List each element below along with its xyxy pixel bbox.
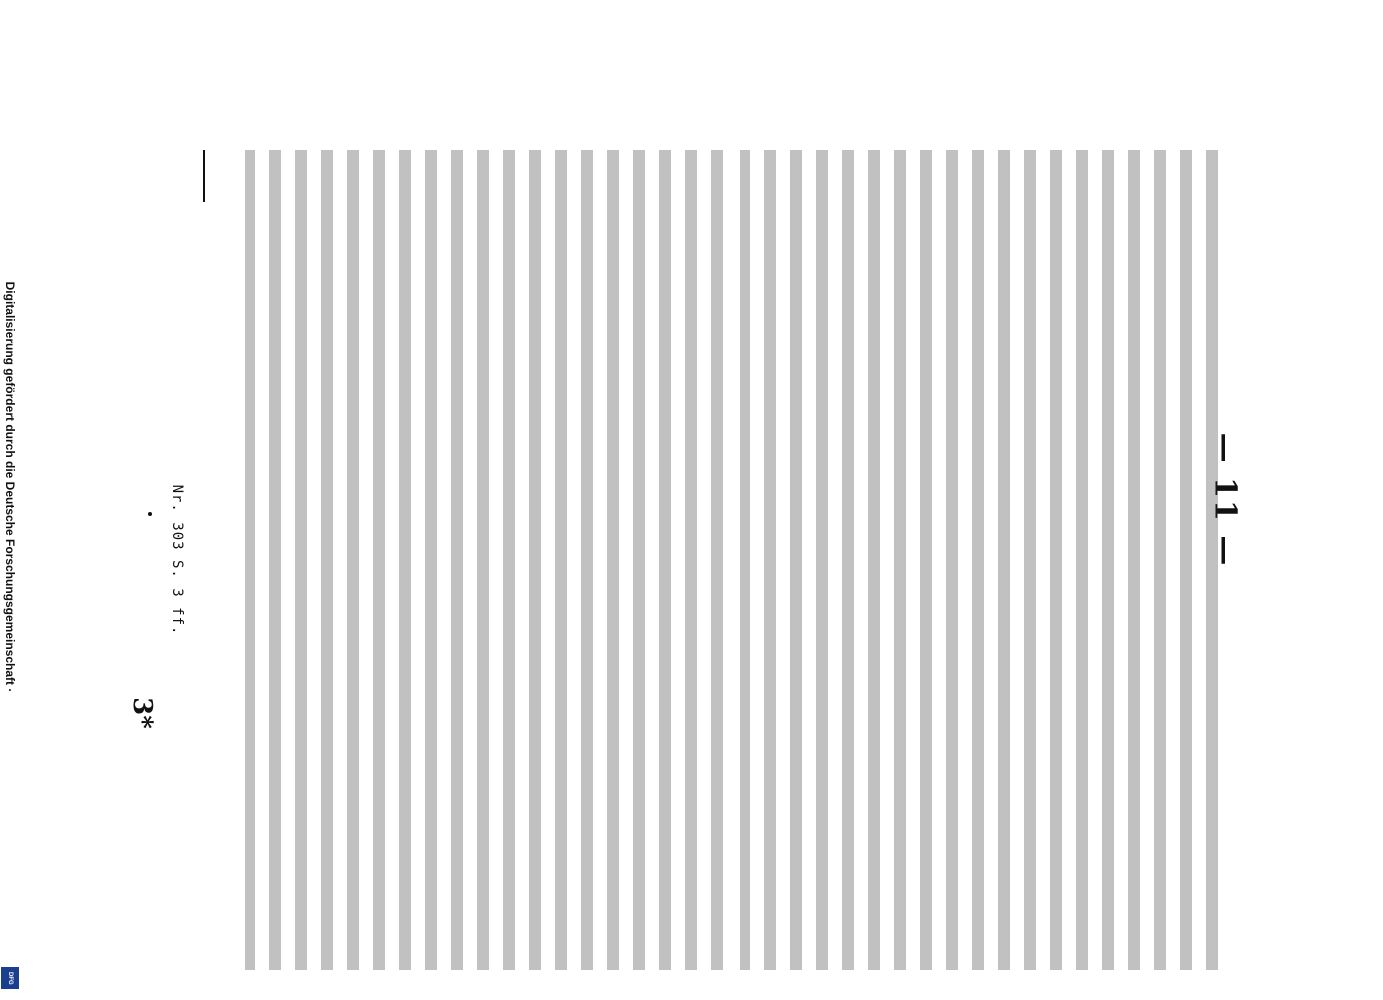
body-text-column-lower [245,150,723,970]
body-text-column-upper [740,150,1218,970]
dfg-logo-icon: DFG [1,967,19,989]
footnote-rule [203,150,205,202]
signature-mark: 3* [127,697,157,729]
dot-mark [148,512,152,516]
page-number: — 11 — [1207,432,1243,568]
footnote-citation: Nr. 303 S. 3 ff. [169,484,185,636]
digitization-notice: Digitalisierung gefördert durch die Deutsche Forschungsgemeinschaft · [3,281,17,693]
